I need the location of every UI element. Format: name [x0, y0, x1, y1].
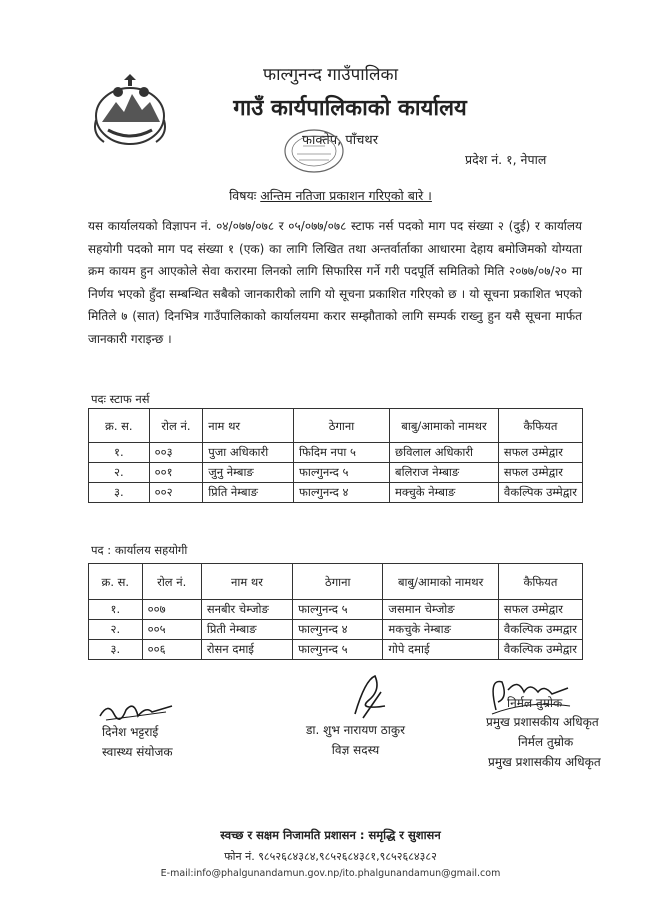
- table-row: [89, 620, 583, 640]
- province-label: प्रदेश नं. १, नेपाल: [465, 152, 547, 167]
- signatory-role-stamp: प्रमुख प्रशासकीय अधिकृत: [488, 755, 601, 769]
- office-assistant-table: [88, 563, 583, 660]
- cell: सफल उम्मेद्वार: [498, 600, 582, 620]
- notice-body: यस कार्यालयको विज्ञापन नं. ०४/०७७/०७८ र ०५/०७७/०७८ स्टाफ नर्स पदको माग पद संख्या २ (दुई) र कार्यालय सहयोगी पदको माग पद संख्या १ (एक) का लागि लिखित तथा अन्तर्वार्ताका आधारमा देहाय बमोजिमको योग्यता क्रम कायम हुन आएकोले सेवा करारमा लिनको लागि सिफारिस गर्ने गरी पदपूर्ति समितिको मिति २०७७/०७/२० मा निर्णय भएको हुँदा सम्बन्धित सबैको जानकारीको लागि यो सूचना प्रकाशित गरिएको छ । यो सूचना प्रकाशित भएको मितिले ७ (सात) दिनभित्र गाउँपालिकाको कार्यालयमा करार सम्झौताको लागि सम्पर्क राख्नु हुन यसै सूचना मार्फत जानकारी गराइन्छ ।: [88, 219, 582, 346]
- cell: ००७: [142, 600, 201, 620]
- cell: वैकल्पिक उम्मद्वार: [498, 620, 582, 640]
- municipality-name: फाल्गुनन्द गाउँपालिका: [262, 65, 399, 85]
- table-row: [89, 463, 583, 483]
- cell: ००१: [149, 463, 203, 483]
- table-row: [89, 483, 583, 503]
- col-roll: रोल नं.: [142, 564, 201, 600]
- table-header-row: [89, 564, 583, 600]
- cell: छविलाल अधिकारी: [390, 443, 499, 463]
- signatory-role: प्रमुख प्रशासकीय अधिकृत: [486, 715, 599, 729]
- table-header-row: [89, 409, 583, 443]
- col-serial: क्र. स.: [89, 564, 143, 600]
- cell: २.: [89, 620, 143, 640]
- col-name: नाम थर: [201, 564, 292, 600]
- cell: प्रिती नेम्बाङ: [201, 620, 292, 640]
- cell: मकचुके नेम्बाङ: [383, 620, 499, 640]
- cell: फाल्गुनन्द ४: [293, 620, 383, 640]
- col-roll: रोल नं.: [149, 409, 203, 443]
- col-address: ठेगाना: [294, 409, 390, 443]
- footer-slogan: स्वच्छ र सक्षम निजामति प्रशासन : समृद्धि र सुशासन: [220, 828, 441, 842]
- subject-line: [0, 187, 661, 204]
- cell: सफल उम्मेद्वार: [498, 443, 582, 463]
- cell: फाल्गुनन्द ५: [293, 640, 383, 660]
- office-address: फाक्तेप, पाँचथर: [301, 133, 379, 148]
- cell: फाल्गुनन्द ५: [293, 600, 383, 620]
- footer-phone: फोन नं. ९८५२६८४३८४,९८५२६८४३८१,९८५२६८४३८२: [224, 850, 437, 863]
- table-title-office-assistant: पद : कार्यालय सहयोगी: [91, 543, 188, 557]
- table-title-staff-nurse: पदः स्टाफ नर्स: [91, 392, 150, 406]
- col-parent: बाबु/आमाको नामथर: [383, 564, 499, 600]
- cell: १.: [89, 600, 143, 620]
- cell: ००२: [149, 483, 203, 503]
- cell: रोसन दमाई: [201, 640, 292, 660]
- subject-label: विषयः: [229, 188, 257, 203]
- signatory-cao: [486, 712, 601, 772]
- table-row: [89, 443, 583, 463]
- signatory-role: स्वास्थ्य संयोजक: [102, 745, 173, 759]
- col-name: नाम थर: [203, 409, 294, 443]
- signatory-name: निर्मल तुम्रोक: [518, 735, 574, 749]
- cell: २.: [89, 463, 150, 483]
- staff-nurse-table: [88, 408, 583, 503]
- cell: गोपे दमाई: [383, 640, 499, 660]
- cell: प्रिति नेम्बाङ: [203, 483, 294, 503]
- table-row: [89, 600, 583, 620]
- signature-expert-icon: [345, 670, 395, 722]
- subject-text: अन्तिम नतिजा प्रकाशन गरिएको बारे ।: [260, 188, 432, 203]
- cell: जुनु नेम्बाङ: [203, 463, 294, 483]
- cell: ००५: [142, 620, 201, 640]
- table-row: [89, 640, 583, 660]
- col-parent: बाबु/आमाको नामथर: [390, 409, 499, 443]
- cell: जसमान चेम्जोङ: [383, 600, 499, 620]
- office-stamp-icon: [283, 128, 345, 174]
- office-name: गाउँ कार्यपालिकाको कार्यालय: [233, 96, 467, 121]
- cao-handwritten-name: निर्मल तुम्रोक: [507, 696, 563, 710]
- cell: ००६: [142, 640, 201, 660]
- cell: वैकल्पिक उम्मेद्वार: [498, 640, 582, 660]
- cell: फाल्गुनन्द ५: [294, 463, 390, 483]
- cell: फाल्गुनन्द ४: [294, 483, 390, 503]
- signatory-coordinator: [102, 722, 173, 762]
- col-remarks: कैफियत: [498, 564, 582, 600]
- col-remarks: कैफियत: [498, 409, 582, 443]
- cell: सफल उम्मेद्वार: [498, 463, 582, 483]
- signatory-expert: [306, 720, 405, 760]
- cell: ३.: [89, 640, 143, 660]
- signatory-name: डा. शुभ नारायण ठाकुर: [306, 723, 406, 737]
- cell: मक्चुके नेम्बाङ: [390, 483, 499, 503]
- cell: बलिराज नेम्बाङ: [390, 463, 499, 483]
- col-address: ठेगाना: [293, 564, 383, 600]
- cell: ३.: [89, 483, 150, 503]
- signatory-name: दिनेश भट्टराई: [102, 725, 159, 739]
- signatory-role: विज्ञ सदस्य: [331, 743, 380, 757]
- footer-email: E-mail:info@phalgunandamun.gov.np/ito.phalgunandamun@gmail.com: [160, 868, 501, 879]
- cell: सनबीर चेम्जोङ: [201, 600, 292, 620]
- cell: पुजा अधिकारी: [203, 443, 294, 463]
- cell: १.: [89, 443, 150, 463]
- col-serial: क्र. स.: [89, 409, 150, 443]
- cell: वैकल्पिक उम्मेद्वार: [498, 483, 582, 503]
- cell: फिदिम नपा ५: [294, 443, 390, 463]
- cell: ००३: [149, 443, 203, 463]
